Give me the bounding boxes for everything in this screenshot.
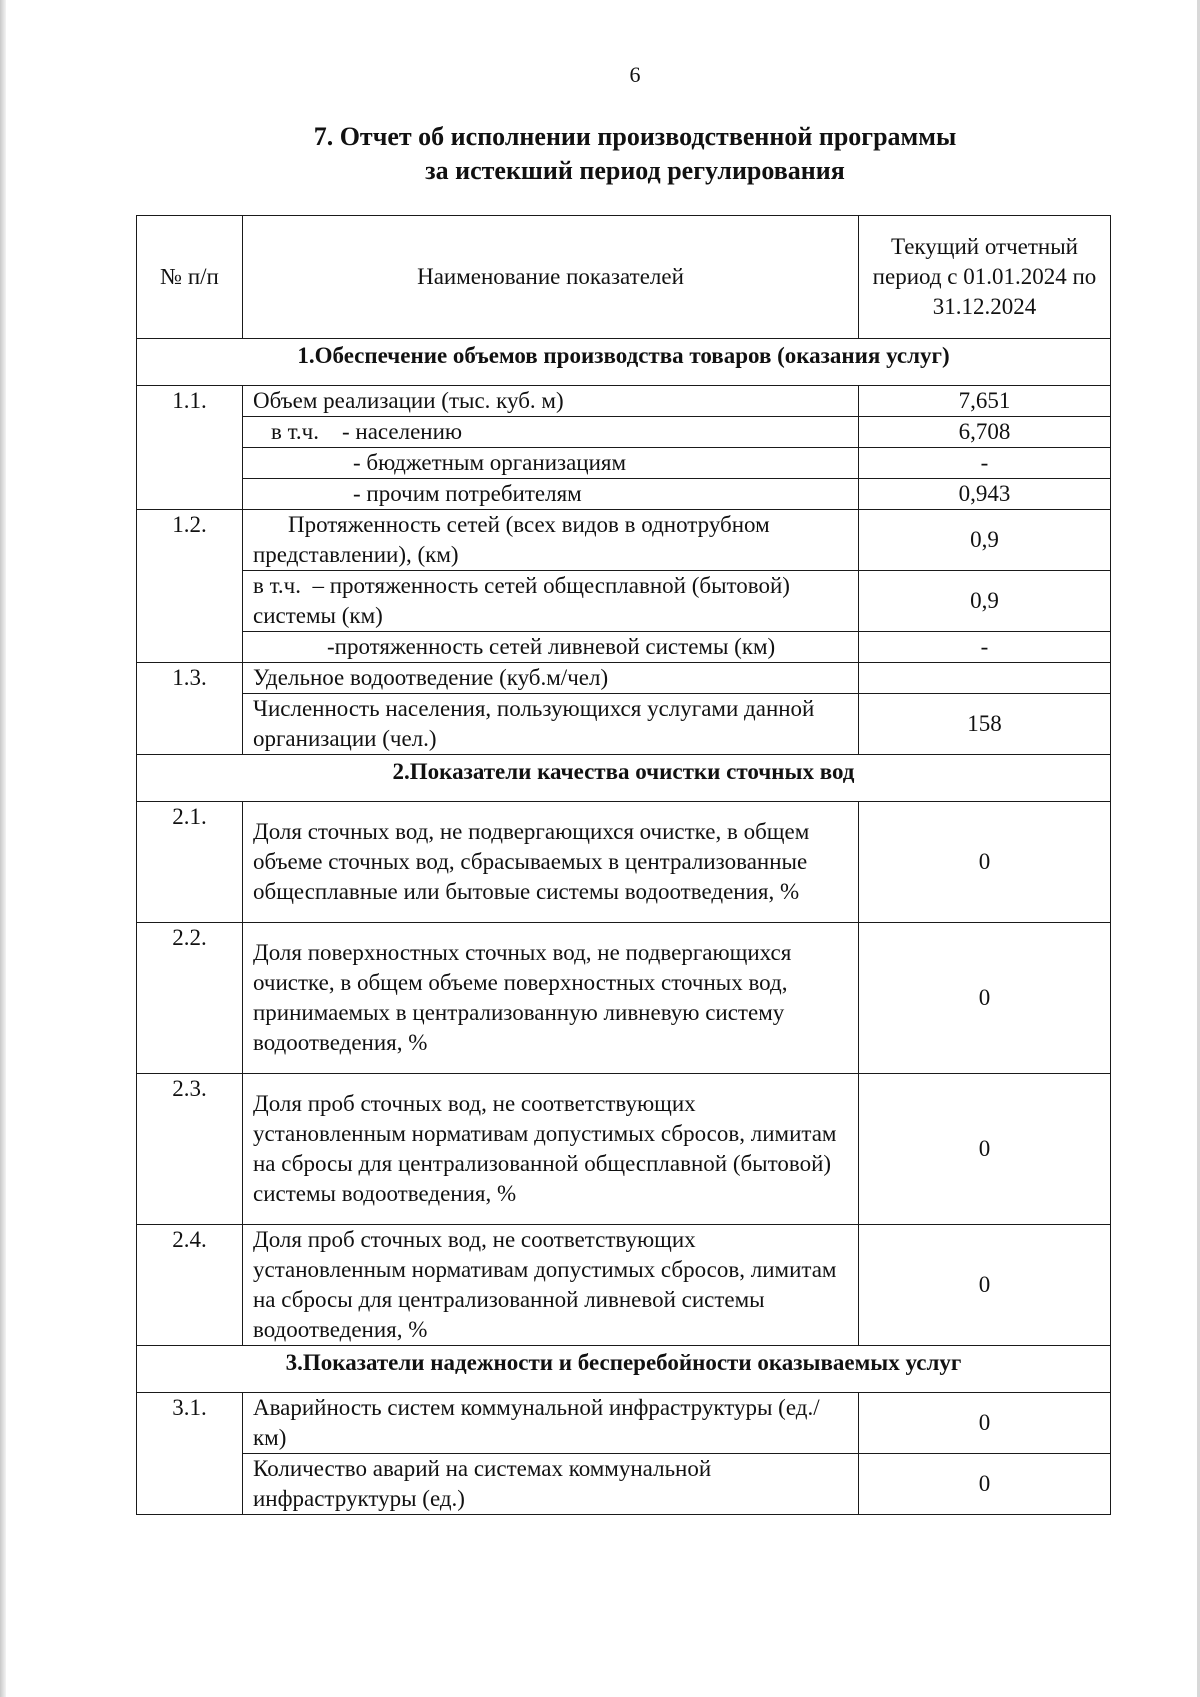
row-name: Количество аварий на системах коммунальной инфраструктуры (ед.) (243, 1454, 859, 1515)
table-row (137, 1454, 1111, 1515)
row-name: Доля проб сточных вод, не соответствующих установленным нормативам допустимых сбросов, лимитам на сбросы для централизованной ливневой системы водоотведения, % (243, 1225, 859, 1346)
table-row (137, 571, 1111, 632)
report-table (136, 215, 1111, 1515)
row-name-text: Протяженность сетей (всех видов в однотрубном представлении), (км) (253, 512, 770, 567)
row-name: в т.ч. - населению (243, 417, 859, 448)
table-row (137, 1074, 1111, 1225)
row-value: 0 (859, 923, 1111, 1074)
row-value: 0 (859, 1074, 1111, 1225)
row-value: 0,9 (859, 571, 1111, 632)
row-value: 0 (859, 802, 1111, 923)
section-title: 2.Показатели качества очистки сточных вод (137, 755, 1111, 802)
row-num: 2.2. (137, 923, 243, 1074)
row-name: Доля проб сточных вод, не соответствующих установленным нормативам допустимых сбросов, лимитам на сбросы для централизованной общесплавной (бытовой) системы водоотведения, % (243, 1074, 859, 1225)
table-row (137, 802, 1111, 923)
page-number: 6 (629, 62, 641, 87)
table-row (137, 663, 1111, 694)
table-row (137, 448, 1111, 479)
section-title: 3.Показатели надежности и бесперебойности оказываемых услуг (137, 1346, 1111, 1393)
page-title (0, 120, 1200, 188)
row-num: 3.1. (137, 1393, 243, 1515)
table-row (137, 1393, 1111, 1454)
row-num: 1.3. (137, 663, 243, 755)
row-num: 2.3. (137, 1074, 243, 1225)
row-name: в т.ч. – протяженность сетей общесплавной (бытовой) системы (км) (243, 571, 859, 632)
row-name: Удельное водоотведение (куб.м/чел) (243, 663, 859, 694)
row-name: Объем реализации (тыс. куб. м) (243, 386, 859, 417)
row-value: - (859, 448, 1111, 479)
section-title: 1.Обеспечение объемов производства товаров (оказания услуг) (137, 339, 1111, 386)
row-name: - бюджетным организациям (243, 448, 859, 479)
section-row (137, 339, 1111, 386)
row-num: 2.1. (137, 802, 243, 923)
table-row (137, 923, 1111, 1074)
row-value: 0 (859, 1225, 1111, 1346)
row-name: Доля поверхностных сточных вод, не подвергающихся очистке, в общем объеме поверхностных сточных вод, принимаемых в централизованную ливневую систему водоотведения, % (243, 923, 859, 1074)
header-name: Наименование показателей (243, 216, 859, 339)
row-name: -протяженность сетей ливневой системы (км) (243, 632, 859, 663)
table-row (137, 479, 1111, 510)
table-row (137, 510, 1111, 571)
title-line: за истекший период регулирования (425, 156, 845, 185)
row-value: 7,651 (859, 386, 1111, 417)
row-value: 158 (859, 694, 1111, 755)
row-num: 1.1. (137, 386, 243, 510)
scan-edge (0, 0, 6, 1697)
table-row (137, 694, 1111, 755)
title-line: 7. Отчет об исполнении производственной программы (313, 122, 957, 151)
row-num: 2.4. (137, 1225, 243, 1346)
section-row (137, 1346, 1111, 1393)
header-num: № п/п (137, 216, 243, 339)
row-value: 0 (859, 1393, 1111, 1454)
table-row (137, 1225, 1111, 1346)
row-name: Численность населения, пользующихся услугами данной организации (чел.) (243, 694, 859, 755)
table-row (137, 386, 1111, 417)
row-name: Аварийность систем коммунальной инфраструктуры (ед./км) (243, 1393, 859, 1454)
table-row (137, 632, 1111, 663)
row-value: - (859, 632, 1111, 663)
row-value: 0 (859, 1454, 1111, 1515)
row-num: 1.2. (137, 510, 243, 663)
row-value: 0,943 (859, 479, 1111, 510)
row-value: 0,9 (859, 510, 1111, 571)
row-value (859, 663, 1111, 694)
table-row (137, 417, 1111, 448)
section-row (137, 755, 1111, 802)
row-name: - прочим потребителям (243, 479, 859, 510)
row-name (243, 510, 859, 571)
row-value: 6,708 (859, 417, 1111, 448)
row-name: Доля сточных вод, не подвергающихся очистке, в общем объеме сточных вод, сбрасываемых в централизованные общесплавные или бытовые системы водоотведения, % (243, 802, 859, 923)
table-header-row (137, 216, 1111, 339)
header-value: Текущий отчетный период с 01.01.2024 по 31.12.2024 (859, 216, 1111, 339)
